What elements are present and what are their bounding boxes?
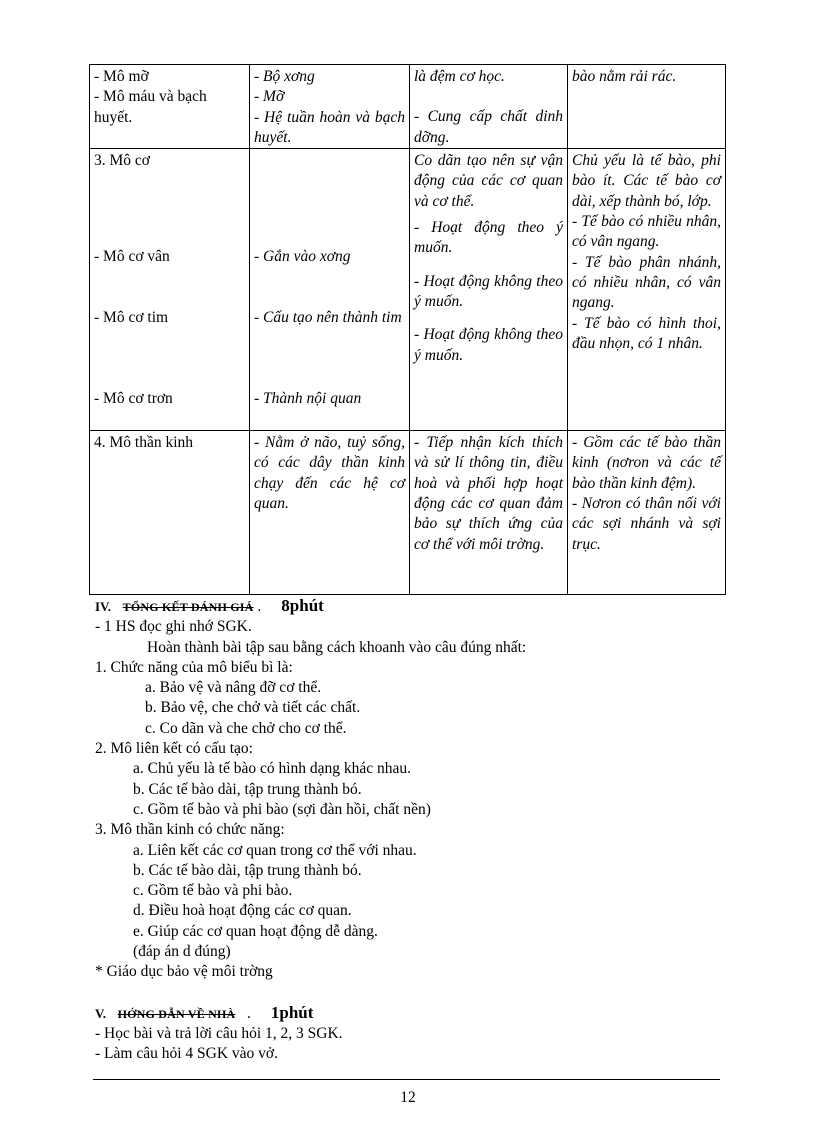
cell-text: - Mỡ [254,88,285,106]
tissue-table [89,64,726,595]
option: b. Các tế bào dài, tập trung thành bó. [133,861,362,879]
cell-text: - Nơron có thân nối với các sợi nhánh và sợi trục. [572,495,725,553]
cell-text: - Thành nội quan [254,390,362,408]
cell-text: 3. Mô cơ [94,152,150,170]
text-line: - Học bài và trả lời câu hỏi 1, 2, 3 SGK. [95,1024,343,1042]
option: a. Chủ yếu là tế bào có hình dạng khác nhau. [133,760,412,778]
option: c. Co dãn và che chở cho cơ thể. [145,719,347,737]
option: b. Bảo vệ, che chở và tiết các chất. [145,699,361,717]
option: e. Giúp các cơ quan hoạt động dễ dàng. [133,922,378,940]
cell-text: - Mô cơ trơn [94,390,173,408]
cell-text: - Tế bào có hình thoi, đầu nhọn, có 1 nhân. [572,314,725,352]
cell-text: - Gắn vào xơng [254,248,351,266]
cell-text: - Bộ xơng [254,68,315,85]
cell-text: - Hoạt động không theo ý muốn. [414,326,567,364]
section-dot: . [257,598,262,615]
cell [90,431,250,595]
cell-text: - Hệ tuần hoàn và bạch huyết. [254,108,409,146]
cell-text: - Gồm các tế bào thần kinh (nơron và các tế bào thần kinh đệm). [572,434,725,492]
cell-text: Chủ yếu là tế bào, phi bào ít. Các tế bào cơ dài, xếp thành bó, lớp. [572,152,725,210]
question: 1. Chức năng của mô biểu bì là: [95,658,293,676]
section-number: IV. [95,599,112,614]
cell-text: là đệm cơ học. [414,68,505,85]
answer-note: (đáp án d đúng) [133,943,231,961]
section-time: 8phút [281,596,324,615]
cell-text: - Cung cấp chất dinh dỡng. [414,108,567,146]
question: 2. Mô liên kết có cấu tạo: [95,740,253,758]
text-line: - 1 HS đọc ghi nhớ SGK. [95,618,252,636]
option: a. Bảo vệ và nâng đỡ cơ thể. [145,679,322,697]
section-heading [95,1003,735,1024]
section-title: HỚNG DẪN VỀ NHÀ [117,1006,236,1021]
cell [250,149,410,431]
table-row [90,65,726,149]
text-line: * Giáo dục bảo vệ môi trờng [95,963,273,981]
cell-text: - Mô mỡ [94,68,149,85]
option: a. Liên kết các cơ quan trong cơ thể với nhau. [133,841,417,859]
table-row [90,149,726,431]
option: c. Gồm tế bào và phi bào. [133,882,293,900]
table-row [90,431,726,595]
cell [410,431,568,595]
page-number: 12 [400,1089,416,1106]
cell-text: - Cấu tạo nên thành tim [254,309,402,327]
option: d. Điều hoà hoạt động các cơ quan. [133,902,352,920]
option: b. Các tế bào dài, tập trung thành bó. [133,780,362,798]
cell [410,149,568,431]
cell-text: - Hoạt động không theo ý muốn. [414,272,567,310]
cell-text: bào nằm rải rác. [572,68,677,85]
text-line: - Làm câu hỏi 4 SGK vào vở. [95,1045,278,1063]
section-number: V. [95,1005,106,1021]
section-dot: . [247,1004,251,1022]
cell-text: - Mô máu và bạch huyết. [94,88,211,126]
cell [90,149,250,431]
cell [568,65,726,149]
cell [410,65,568,149]
text-line: Hoàn thành bài tập sau bằng cách khoanh vào câu đúng nhất: [147,638,527,656]
cell-text: Co dãn tạo nên sự vận động của các cơ quan và cơ thể. [414,152,567,210]
cell [90,65,250,149]
cell [250,431,410,595]
cell-text: - Hoạt động theo ý muốn. [414,219,567,257]
lesson-body [95,596,735,1065]
cell [250,65,410,149]
cell-text: - Mô cơ vân [94,248,170,266]
cell-text: - Tế bào phân nhánh, có nhiều nhân, có vân ngang. [572,253,725,312]
question: 3. Mô thần kinh có chức năng: [95,821,285,839]
option: c. Gồm tế bào và phi bào (sợi đàn hồi, chất nền) [133,800,431,818]
section-time: 1phút [270,1002,314,1022]
section-title: TỔNG KẾT ĐÁNH GIÁ [122,600,254,614]
cell-text: 4. Mô thần kinh [94,434,194,452]
section-heading [95,596,735,617]
cell-text: - Mô cơ tim [94,309,169,327]
cell-text: - Tiếp nhận kích thích và sử lí thông tin, điều hoà và phối hợp hoạt động các cơ quan đảm bảo sự thích ứng của cơ thể với môi trờng. [414,434,567,553]
cell-text: - Nằm ở não, tuỷ sống, có các dây thần kinh chạy đến các hệ cơ quan. [254,434,409,513]
cell [568,149,726,431]
cell [568,431,726,595]
cell-text [414,87,563,107]
footer-divider [93,1079,720,1080]
cell-text: - Tế bào có nhiều nhân, có vân ngang. [572,213,725,251]
